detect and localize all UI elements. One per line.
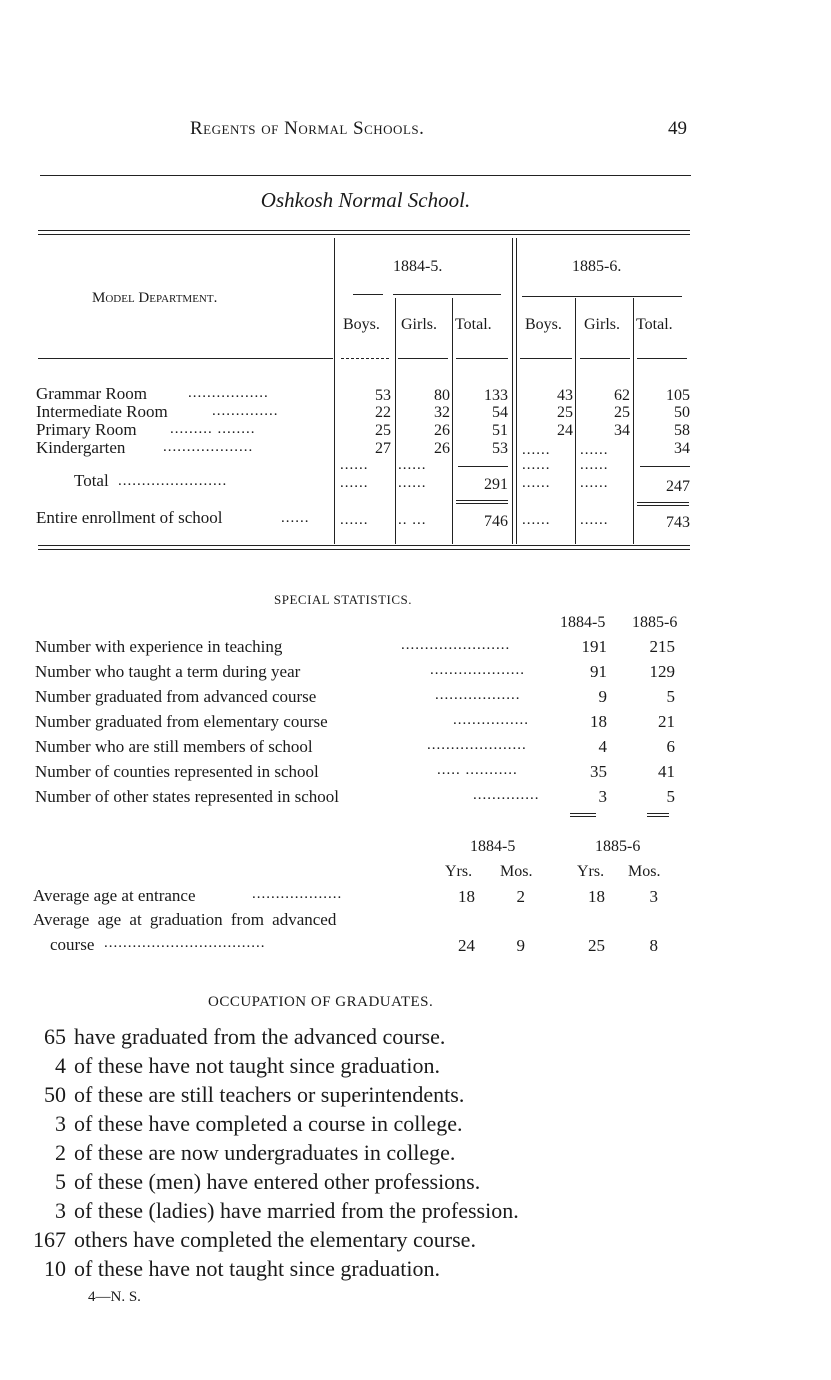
cell: 43 <box>557 387 573 404</box>
row-label: Grammar Room <box>36 384 147 403</box>
graduation-label-cont: course <box>50 935 95 954</box>
occupation-text: others have completed the elementary course. <box>74 1227 476 1252</box>
header-bottom-rule <box>580 358 630 359</box>
year1-header: 1884-5. <box>393 258 443 275</box>
cell: 25 <box>557 404 573 421</box>
age-value: 24 <box>458 936 475 955</box>
cell: 53 <box>492 440 508 457</box>
cell: 32 <box>434 404 450 421</box>
divider <box>575 298 576 544</box>
leader-dots: ...... <box>398 475 427 491</box>
stat-label: Number graduated from elementary course <box>35 712 328 731</box>
col-header: Girls. <box>401 316 437 333</box>
year2-rule <box>522 296 682 297</box>
cell: 24 <box>557 422 573 439</box>
model-dept-title: Model Department. <box>92 290 218 306</box>
cell: 50 <box>674 404 690 421</box>
age-value: 2 <box>516 887 525 906</box>
occupation-text: have graduated from the advanced course. <box>74 1024 446 1049</box>
ages-year1: 1884-5 <box>470 838 516 855</box>
occupation-count: 3 <box>55 1198 66 1223</box>
cell: 80 <box>434 387 450 404</box>
divider <box>516 238 517 544</box>
occupation-text: of these (ladies) have married from the profession. <box>74 1198 519 1223</box>
double-rule <box>637 502 689 506</box>
occupation-line <box>32 1140 455 1166</box>
mos-header: Mos. <box>500 863 533 880</box>
age-value: 3 <box>649 887 658 906</box>
stat-value: 91 <box>590 662 607 681</box>
total-label: Total <box>74 471 109 490</box>
occupation-text: of these (men) have entered other professions. <box>74 1169 481 1194</box>
stat-label: Number graduated from advanced course <box>35 687 317 706</box>
occupation-count: 3 <box>55 1111 66 1136</box>
table-bottom-rule <box>38 545 690 550</box>
col-header: Girls. <box>584 316 620 333</box>
occupation-text: of these are still teachers or superintendents. <box>74 1082 465 1107</box>
occupation-text: of these have not taught since graduation. <box>74 1256 440 1281</box>
leader-dots: .................................. <box>104 935 266 951</box>
sum-rule <box>458 466 508 467</box>
stat-value: 5 <box>666 687 675 706</box>
stat-row <box>35 662 675 687</box>
special-stats-title: SPECIAL STATISTICS. <box>274 592 412 607</box>
leader-dots: ...... <box>340 512 369 528</box>
yrs-header: Yrs. <box>577 863 605 880</box>
divider <box>452 298 453 544</box>
leader-dots: .. ... <box>398 512 427 528</box>
occupation-count: 50 <box>44 1082 66 1107</box>
cell: 58 <box>674 422 690 439</box>
stat-value: 191 <box>581 637 607 656</box>
cell: 22 <box>375 404 391 421</box>
occupation-line <box>32 1227 476 1253</box>
cell: 34 <box>674 440 690 457</box>
leader-dots: .................... <box>430 662 525 678</box>
occupation-line <box>32 1169 480 1195</box>
signature-mark: 4—N. S. <box>88 1289 141 1305</box>
yrs-header: Yrs. <box>445 863 473 880</box>
occupation-text: of these are now undergraduates in college. <box>74 1140 456 1165</box>
stat-value: 4 <box>598 737 607 756</box>
ages-year2: 1885-6 <box>595 838 641 855</box>
leader-dots: ................... <box>252 886 343 902</box>
leader-dots: ...... <box>398 457 427 473</box>
stat-value: 215 <box>649 637 675 656</box>
occupation-count: 2 <box>55 1140 66 1165</box>
divider <box>395 298 396 544</box>
header-bottom-rule <box>38 358 333 359</box>
cell: 25 <box>614 404 630 421</box>
divider <box>334 238 335 544</box>
header-rule <box>40 175 691 176</box>
stat-label: Number with experience in teaching <box>35 637 283 656</box>
occupation-title: OCCUPATION OF GRADUATES. <box>208 994 434 1010</box>
entrance-label: Average age at entrance <box>33 886 196 905</box>
leader-dots: ................... <box>163 439 254 455</box>
section-title: Oshkosh Normal School. <box>260 188 471 212</box>
leader-dots: .............. <box>212 403 279 419</box>
occupation-count: 167 <box>33 1227 66 1252</box>
age-value: 25 <box>588 936 605 955</box>
divider <box>633 298 634 544</box>
occupation-line <box>32 1024 445 1050</box>
stat-value: 9 <box>598 687 607 706</box>
cell: 133 <box>484 387 508 404</box>
sum-rule <box>640 466 690 467</box>
leader-dots: ................ <box>453 712 529 728</box>
stat-value: 5 <box>666 787 675 806</box>
leader-dots: ...... <box>580 512 609 528</box>
leader-dots: ....................... <box>118 473 228 489</box>
stat-value: 3 <box>598 787 607 806</box>
double-rule <box>570 813 596 817</box>
age-value: 8 <box>649 936 658 955</box>
cell: 291 <box>484 476 508 493</box>
cell: 746 <box>484 513 508 530</box>
year1-rule <box>393 294 501 295</box>
stat-row <box>35 637 675 662</box>
header-bottom-rule <box>520 358 572 359</box>
cell: 25 <box>375 422 391 439</box>
stat-value: 129 <box>649 662 675 681</box>
occupation-line <box>32 1053 440 1079</box>
cell: 247 <box>666 478 690 495</box>
leader-dots: ....................... <box>401 637 511 653</box>
double-rule <box>456 500 508 504</box>
leader-dots: .................. <box>435 687 521 703</box>
year2-header: 1885-6. <box>572 258 622 275</box>
stat-row <box>35 787 675 812</box>
leader-dots: ......... ........ <box>170 421 256 437</box>
running-head: Regents of Normal Schools. <box>190 118 425 139</box>
cell: 53 <box>375 387 391 404</box>
occupation-line <box>32 1256 440 1282</box>
stat-value: 21 <box>658 712 675 731</box>
leader-dots: ...... <box>340 475 369 491</box>
leader-dots: ...... <box>281 510 310 526</box>
stat-value: 18 <box>590 712 607 731</box>
leader-dots: ...... <box>522 457 551 473</box>
header-bottom-rule <box>341 358 389 359</box>
cell: 34 <box>614 422 630 439</box>
occupation-count: 10 <box>44 1256 66 1281</box>
occupation-text: of these have not taught since graduation. <box>74 1053 440 1078</box>
stat-label: Number who taught a term during year <box>35 662 301 681</box>
divider <box>512 238 513 544</box>
row-label: Primary Room <box>36 420 137 439</box>
row-label: Kindergarten <box>36 438 126 457</box>
table-top-rule <box>38 230 690 235</box>
cell: 26 <box>434 422 450 439</box>
leader-dots: ...... <box>522 512 551 528</box>
stats-year2: 1885-6 <box>632 614 678 631</box>
leader-dots: ...... <box>580 457 609 473</box>
leader-dots: ................. <box>188 385 269 401</box>
stat-value: 35 <box>590 762 607 781</box>
stat-value: 41 <box>658 762 675 781</box>
leader-dots: ..... ........... <box>437 762 518 778</box>
header-bottom-rule <box>456 358 508 359</box>
cell: 26 <box>434 440 450 457</box>
col-header: Total. <box>455 316 492 333</box>
row-label: Intermediate Room <box>36 402 168 421</box>
cell: 54 <box>492 404 508 421</box>
leader-dots: ...... <box>522 475 551 491</box>
stat-label: Number who are still members of school <box>35 737 313 756</box>
col-header: Boys. <box>525 316 562 333</box>
graduation-label: Average age at graduation from advanced <box>33 910 337 929</box>
double-rule <box>647 813 669 817</box>
page-number: 49 <box>668 118 687 139</box>
header-bottom-rule <box>637 358 687 359</box>
col-header: Boys. <box>343 316 380 333</box>
occupation-count: 5 <box>55 1169 66 1194</box>
age-value: 9 <box>516 936 525 955</box>
cell: 62 <box>614 387 630 404</box>
mos-header: Mos. <box>628 863 661 880</box>
enrollment-label: Entire enrollment of school <box>36 508 223 527</box>
stat-label: Number of other states represented in school <box>35 787 340 806</box>
cell: 105 <box>666 387 690 404</box>
cell: 27 <box>375 440 391 457</box>
occupation-text: of these have completed a course in college. <box>74 1111 463 1136</box>
stats-year1: 1884-5 <box>560 614 606 631</box>
stat-row <box>35 712 675 737</box>
leader-dots: ...... <box>580 475 609 491</box>
occupation-line <box>32 1082 464 1108</box>
age-value: 18 <box>458 887 475 906</box>
leader-dots: ...... <box>580 442 609 458</box>
col-header: Total. <box>636 316 673 333</box>
age-value: 18 <box>588 887 605 906</box>
leader-dots: .............. <box>473 787 540 803</box>
stat-row <box>35 687 675 712</box>
occupation-line <box>32 1198 519 1224</box>
cell: 51 <box>492 422 508 439</box>
stat-row <box>35 737 675 762</box>
stat-row <box>35 762 675 787</box>
occupation-count: 4 <box>55 1053 66 1078</box>
leader-dots: ..................... <box>427 737 527 753</box>
leader-dots: ...... <box>340 457 369 473</box>
leader-dots: ...... <box>522 442 551 458</box>
occupation-count: 65 <box>44 1024 66 1049</box>
stat-value: 6 <box>666 737 675 756</box>
stat-label: Number of counties represented in school <box>35 762 319 781</box>
occupation-line <box>32 1111 463 1137</box>
year1-rule <box>353 294 383 295</box>
header-bottom-rule <box>398 358 448 359</box>
cell: 743 <box>666 514 690 531</box>
